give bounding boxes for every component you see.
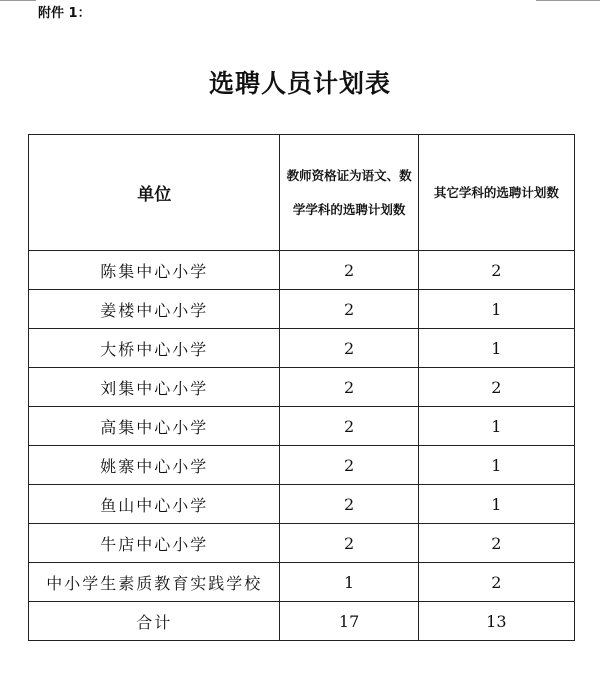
recruitment-plan-table <box>28 134 575 641</box>
unit-cell: 高集中心小学 <box>29 407 280 446</box>
total-other-count: 13 <box>418 602 574 641</box>
unit-cell: 陈集中心小学 <box>29 251 280 290</box>
unit-cell: 中小学生素质教育实践学校 <box>29 563 280 602</box>
chinese-math-count-cell: 2 <box>280 407 418 446</box>
other-count-cell: 1 <box>418 329 574 368</box>
unit-cell: 姜楼中心小学 <box>29 290 280 329</box>
other-count-cell: 2 <box>418 563 574 602</box>
other-count-cell: 2 <box>418 251 574 290</box>
attachment-label: 附件 1： <box>38 6 91 21</box>
other-count-cell: 2 <box>418 368 574 407</box>
other-count-cell: 2 <box>418 524 574 563</box>
table-row <box>29 251 575 290</box>
unit-cell: 鱼山中心小学 <box>29 485 280 524</box>
chinese-math-count-cell: 2 <box>280 446 418 485</box>
table-row <box>29 407 575 446</box>
header-other-subjects-count: 其它学科的选聘计划数 <box>418 135 574 251</box>
chinese-math-count-cell: 2 <box>280 290 418 329</box>
other-count-cell: 1 <box>418 407 574 446</box>
total-chinese-math-count: 17 <box>280 602 418 641</box>
unit-cell: 姚寨中心小学 <box>29 446 280 485</box>
table-row <box>29 446 575 485</box>
unit-cell: 牛店中心小学 <box>29 524 280 563</box>
document-title: 选聘人员计划表 <box>208 69 391 98</box>
table-row <box>29 485 575 524</box>
table-row <box>29 329 575 368</box>
table-row <box>29 368 575 407</box>
table-row <box>29 563 575 602</box>
chinese-math-count-cell: 2 <box>280 368 418 407</box>
chinese-math-count-cell: 2 <box>280 524 418 563</box>
page-top-edge-left <box>0 0 36 1</box>
chinese-math-count-cell: 2 <box>280 329 418 368</box>
other-count-cell: 1 <box>418 290 574 329</box>
total-row <box>29 602 575 641</box>
table-header-row <box>29 135 575 251</box>
table-row <box>29 524 575 563</box>
chinese-math-count-cell: 1 <box>280 563 418 602</box>
chinese-math-count-cell: 2 <box>280 251 418 290</box>
header-chinese-math-count: 教师资格证为语文、数学学科的选聘计划数 <box>280 135 418 251</box>
unit-cell: 刘集中心小学 <box>29 368 280 407</box>
total-label: 合计 <box>29 602 280 641</box>
other-count-cell: 1 <box>418 485 574 524</box>
other-count-cell: 1 <box>418 446 574 485</box>
page-top-edge-right <box>536 0 600 1</box>
table-row <box>29 290 575 329</box>
header-unit: 单位 <box>29 135 280 251</box>
unit-cell: 大桥中心小学 <box>29 329 280 368</box>
chinese-math-count-cell: 2 <box>280 485 418 524</box>
